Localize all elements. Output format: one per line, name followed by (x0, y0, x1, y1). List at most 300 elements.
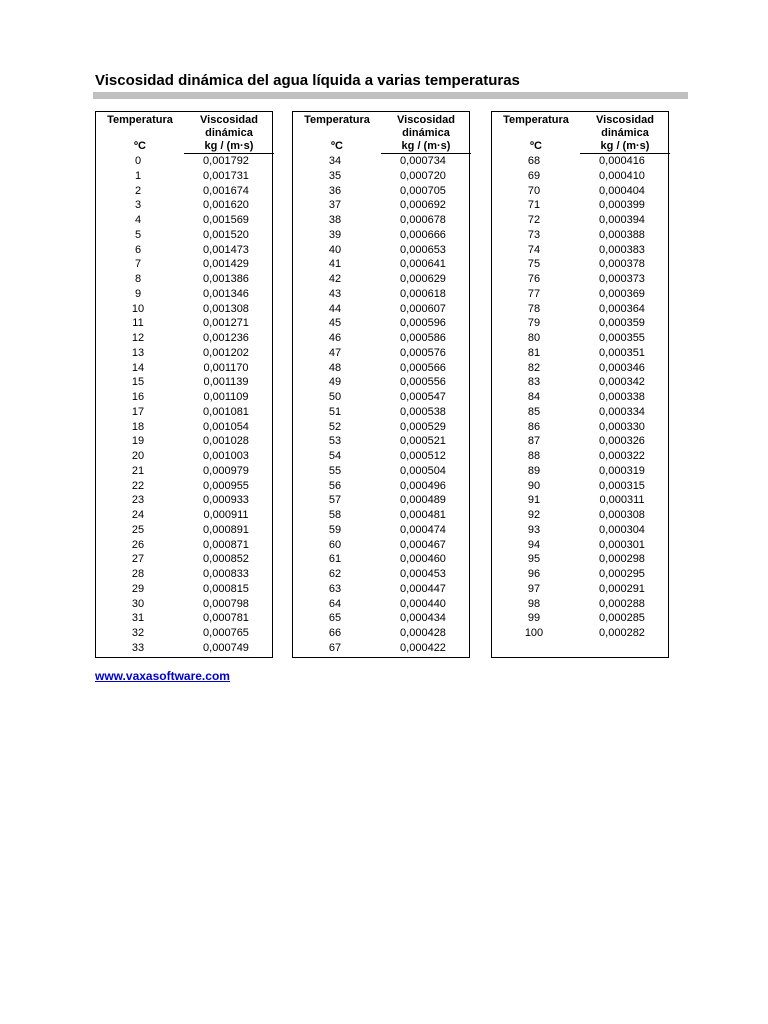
temperature-unit: ºC (530, 140, 542, 152)
table-row (96, 464, 272, 479)
temperature-cell: 44 (328, 302, 342, 315)
table-row (96, 641, 272, 656)
viscosity-cell: 0,001139 (203, 376, 249, 389)
temperature-cell: 62 (328, 568, 342, 580)
temperature-cell: 39 (328, 228, 342, 241)
table-row (492, 523, 668, 538)
temperature-cell: 78 (527, 302, 541, 315)
temperature-cell: 52 (328, 420, 342, 433)
table-row (492, 493, 668, 508)
temperature-cell: 97 (527, 582, 541, 595)
table-row (293, 508, 469, 523)
viscosity-cell: 0,000416 (599, 155, 645, 167)
viscosity-cell: 0,001271 (203, 317, 249, 330)
viscosity-cell: 0,001109 (203, 391, 249, 403)
viscosity-cell: 0,001386 (203, 273, 249, 285)
table-row (96, 567, 272, 582)
temperature-cell: 98 (527, 597, 541, 610)
viscosity-cell: 0,000453 (400, 568, 446, 580)
viscosity-cell: 0,000308 (599, 509, 645, 521)
viscosity-cell: 0,001346 (203, 287, 249, 300)
temperature-header: Temperatura (304, 114, 370, 126)
viscosity-cell: 0,000410 (599, 169, 645, 182)
table-row (96, 287, 272, 302)
viscosity-cell: 0,000346 (599, 361, 645, 374)
viscosity-cell: 0,000359 (599, 317, 645, 330)
temperature-cell: 63 (328, 582, 342, 595)
title-underline-bar (93, 92, 688, 99)
viscosity-cell: 0,000720 (400, 169, 446, 182)
temperature-header: Temperatura (503, 114, 569, 126)
viscosity-cell: 0,000364 (599, 302, 645, 315)
temperature-cell: 68 (527, 155, 541, 167)
temperature-cell: 17 (131, 405, 145, 418)
temperature-cell: 84 (527, 391, 541, 403)
table-row (96, 154, 272, 169)
viscosity-cell: 0,000576 (400, 346, 446, 359)
table-row (293, 479, 469, 494)
table-row (492, 390, 668, 405)
viscosity-cell: 0,001792 (203, 155, 249, 167)
viscosity-cell: 0,000399 (599, 199, 645, 212)
viscosity-cell: 0,000641 (400, 258, 446, 271)
viscosity-cell: 0,000304 (599, 523, 645, 536)
table-header (293, 112, 469, 154)
viscosity-cell: 0,000404 (599, 184, 645, 197)
table-row (96, 346, 272, 361)
table-row (96, 434, 272, 449)
viscosity-cell: 0,001473 (203, 243, 249, 256)
table-row (96, 228, 272, 243)
table-row (293, 272, 469, 287)
table-row (96, 405, 272, 420)
temperature-cell: 11 (132, 317, 144, 330)
temperature-cell: 47 (328, 346, 342, 359)
table-row (492, 184, 668, 199)
table-row (293, 228, 469, 243)
table-row (96, 508, 272, 523)
table-row (492, 154, 668, 169)
temperature-cell: 58 (328, 509, 342, 521)
viscosity-cell: 0,000586 (400, 332, 446, 344)
temperature-cell: 24 (131, 509, 145, 521)
table-row (492, 508, 668, 523)
temperature-cell: 42 (328, 273, 342, 285)
table-row (96, 449, 272, 464)
temperature-cell: 69 (527, 169, 541, 182)
temperature-cell: 33 (131, 641, 145, 654)
viscosity-cell: 0,000852 (203, 553, 249, 566)
table-row (492, 375, 668, 390)
viscosity-cell: 0,001569 (203, 214, 249, 226)
temperature-cell: 96 (527, 568, 541, 580)
viscosity-header-line2: dinámica (402, 127, 450, 139)
temperature-cell: 86 (527, 420, 541, 433)
table-row (492, 449, 668, 464)
temperature-cell: 92 (527, 509, 541, 521)
table-row (293, 302, 469, 317)
temperature-cell: 77 (527, 287, 541, 300)
table-row (96, 420, 272, 435)
table-row (293, 611, 469, 626)
viscosity-cell: 0,000301 (599, 538, 645, 551)
viscosity-unit: kg / (m·s) (580, 140, 670, 154)
temperature-cell: 87 (527, 435, 541, 448)
table-row (96, 331, 272, 346)
viscosity-cell: 0,001003 (203, 450, 249, 462)
table-row (293, 449, 469, 464)
temperature-cell: 64 (328, 597, 342, 610)
temperature-unit: ºC (331, 140, 343, 152)
table-row (492, 169, 668, 184)
table-row (293, 169, 469, 184)
temperature-cell: 51 (328, 405, 342, 418)
temperature-cell: 76 (527, 273, 541, 285)
viscosity-cell: 0,000342 (599, 376, 645, 389)
viscosity-cell: 0,000428 (400, 627, 446, 639)
viscosity-cell: 0,000678 (400, 214, 446, 226)
temperature-unit: ºC (134, 140, 146, 152)
table-row (293, 316, 469, 331)
viscosity-cell: 0,000489 (400, 494, 446, 507)
temperature-cell: 94 (527, 538, 541, 551)
viscosity-cell: 0,000798 (203, 597, 249, 610)
viscosity-unit: kg / (m·s) (184, 140, 274, 154)
viscosity-table-1 (95, 111, 273, 658)
temperature-cell: 4 (134, 214, 142, 226)
temperature-cell: 13 (131, 346, 145, 359)
viscosity-cell: 0,001081 (203, 405, 249, 418)
viscosity-cell: 0,000422 (400, 641, 446, 654)
viscosity-cell: 0,000629 (400, 273, 446, 285)
viscosity-cell: 0,000383 (599, 243, 645, 256)
temperature-cell: 73 (527, 228, 541, 241)
temperature-cell: 90 (527, 479, 541, 492)
temperature-cell: 61 (328, 553, 342, 566)
table-row (492, 243, 668, 258)
temperature-cell: 57 (328, 494, 342, 507)
viscosity-cell: 0,000871 (203, 538, 249, 551)
table-row (293, 538, 469, 553)
viscosity-cell: 0,000765 (203, 627, 249, 639)
viscosity-cell: 0,000447 (400, 582, 446, 595)
table-row (492, 272, 668, 287)
viscosity-cell: 0,000891 (203, 523, 249, 536)
viscosity-cell: 0,000749 (203, 641, 249, 654)
viscosity-cell: 0,000295 (599, 568, 645, 580)
table-header (492, 112, 668, 154)
temperature-cell: 25 (131, 523, 145, 536)
viscosity-cell: 0,000556 (400, 376, 446, 389)
temperature-cell: 20 (131, 450, 145, 462)
table-row (293, 213, 469, 228)
viscosity-cell: 0,001028 (203, 435, 249, 448)
temperature-cell: 66 (328, 627, 342, 639)
temperature-cell: 95 (527, 553, 541, 566)
table-header (96, 112, 272, 154)
viscosity-cell: 0,000496 (400, 479, 446, 492)
viscosity-cell: 0,001520 (203, 228, 249, 241)
table-row (293, 567, 469, 582)
viscosity-cell: 0,000378 (599, 258, 645, 271)
temperature-cell: 7 (134, 258, 142, 271)
viscosity-cell: 0,001731 (203, 169, 249, 182)
table-row (492, 582, 668, 597)
table-row (293, 287, 469, 302)
viscosity-cell: 0,000955 (203, 479, 249, 492)
table-row (492, 434, 668, 449)
viscosity-cell: 0,000351 (599, 346, 645, 359)
temperature-cell: 26 (131, 538, 145, 551)
temperature-cell: 22 (131, 479, 145, 492)
table-row (293, 257, 469, 272)
temperature-cell: 28 (131, 568, 145, 580)
viscosity-cell: 0,001170 (203, 361, 249, 374)
table-row (293, 331, 469, 346)
temperature-cell: 75 (527, 258, 541, 271)
temperature-cell: 18 (131, 420, 145, 433)
table-row (492, 405, 668, 420)
table-row (492, 626, 668, 641)
viscosity-cell: 0,000538 (400, 405, 446, 418)
table-row (492, 567, 668, 582)
temperature-cell: 8 (134, 273, 142, 285)
temperature-cell: 36 (328, 184, 342, 197)
table-row (293, 626, 469, 641)
temperature-cell: 79 (527, 317, 541, 330)
table-row (492, 552, 668, 567)
table-row (293, 434, 469, 449)
temperature-cell: 34 (328, 155, 342, 167)
viscosity-cell: 0,000705 (400, 184, 446, 197)
table-row (96, 538, 272, 553)
table-row (293, 405, 469, 420)
table-row (293, 420, 469, 435)
table-row (492, 198, 668, 213)
table-row (492, 331, 668, 346)
viscosity-cell: 0,000979 (203, 464, 249, 477)
viscosity-cell: 0,000460 (400, 553, 446, 566)
temperature-cell: 99 (527, 612, 541, 625)
viscosity-cell: 0,000474 (400, 523, 446, 536)
table-row (492, 213, 668, 228)
viscosity-cell: 0,000298 (599, 553, 645, 566)
temperature-cell: 43 (328, 287, 342, 300)
viscosity-cell: 0,000388 (599, 228, 645, 241)
table-row (293, 552, 469, 567)
table-row (492, 228, 668, 243)
viscosity-cell: 0,001054 (203, 420, 249, 433)
viscosity-header: Viscosidad (397, 114, 455, 126)
table-row (96, 552, 272, 567)
table-row (96, 198, 272, 213)
vaxasoftware-link[interactable]: www.vaxasoftware.com (95, 669, 230, 683)
table-row (492, 611, 668, 626)
table-row (96, 582, 272, 597)
table-row (293, 361, 469, 376)
temperature-cell: 48 (328, 361, 342, 374)
table-body (293, 154, 469, 656)
viscosity-cell: 0,000338 (599, 391, 645, 403)
table-row (293, 597, 469, 612)
temperature-cell: 83 (527, 376, 541, 389)
temperature-cell: 89 (527, 464, 541, 477)
table-row (96, 302, 272, 317)
temperature-cell: 56 (328, 479, 342, 492)
temperature-cell: 70 (527, 184, 541, 197)
viscosity-cell: 0,001620 (203, 199, 249, 212)
temperature-cell: 12 (131, 332, 145, 344)
temperature-header: Temperatura (107, 114, 173, 126)
page-title: Viscosidad dinámica del agua líquida a varias temperaturas (95, 72, 520, 89)
temperature-cell: 82 (527, 361, 541, 374)
table-row (293, 243, 469, 258)
viscosity-unit: kg / (m·s) (381, 140, 471, 154)
viscosity-cell: 0,000334 (599, 405, 645, 418)
table-row (96, 597, 272, 612)
temperature-cell: 29 (131, 582, 145, 595)
viscosity-cell: 0,000434 (400, 612, 446, 625)
table-row (96, 493, 272, 508)
viscosity-cell: 0,000547 (400, 391, 446, 403)
table-row (293, 641, 469, 656)
viscosity-cell: 0,000734 (400, 155, 446, 167)
table-row (96, 523, 272, 538)
viscosity-cell: 0,001308 (203, 302, 249, 315)
viscosity-cell: 0,000319 (599, 464, 645, 477)
table-row (492, 257, 668, 272)
table-row (96, 626, 272, 641)
temperature-cell: 1 (134, 169, 142, 182)
table-row (96, 184, 272, 199)
viscosity-cell: 0,000512 (400, 450, 446, 462)
temperature-cell: 31 (131, 612, 145, 625)
temperature-cell: 2 (134, 184, 142, 197)
table-row (492, 346, 668, 361)
viscosity-cell: 0,000911 (203, 509, 249, 521)
viscosity-cell: 0,000282 (599, 627, 645, 639)
temperature-cell: 3 (134, 199, 142, 212)
viscosity-cell: 0,001236 (203, 332, 249, 344)
viscosity-cell: 0,000440 (400, 597, 446, 610)
temperature-cell: 71 (527, 199, 541, 212)
temperature-cell: 16 (131, 391, 145, 403)
table-row (492, 479, 668, 494)
viscosity-cell: 0,000373 (599, 273, 645, 285)
table-row (293, 375, 469, 390)
viscosity-cell: 0,000330 (599, 420, 645, 433)
table-body (96, 154, 272, 656)
table-row (293, 493, 469, 508)
temperature-cell: 80 (527, 332, 541, 344)
temperature-cell: 5 (134, 228, 142, 241)
viscosity-cell: 0,000566 (400, 361, 446, 374)
viscosity-cell: 0,000833 (203, 568, 249, 580)
temperature-cell: 19 (131, 435, 145, 448)
table-row (96, 243, 272, 258)
temperature-cell: 60 (328, 538, 342, 551)
viscosity-header: Viscosidad (596, 114, 654, 126)
temperature-cell: 50 (328, 391, 342, 403)
temperature-cell: 30 (131, 597, 145, 610)
viscosity-cell: 0,000311 (599, 494, 645, 507)
viscosity-table-3 (491, 111, 669, 658)
temperature-cell: 67 (328, 641, 342, 654)
table-row (492, 538, 668, 553)
temperature-cell: 46 (328, 332, 342, 344)
table-row (293, 582, 469, 597)
table-row (96, 213, 272, 228)
temperature-cell: 100 (524, 627, 544, 639)
temperature-cell: 85 (527, 405, 541, 418)
viscosity-cell: 0,000467 (400, 538, 446, 551)
table-row (293, 523, 469, 538)
viscosity-cell: 0,000666 (400, 228, 446, 241)
table-row (492, 597, 668, 612)
table-row (96, 316, 272, 331)
temperature-cell: 65 (328, 612, 342, 625)
viscosity-header-line2: dinámica (205, 127, 253, 139)
temperature-cell: 49 (328, 376, 342, 389)
table-row (492, 287, 668, 302)
table-body (492, 154, 668, 641)
viscosity-cell: 0,001202 (203, 346, 249, 359)
temperature-cell: 81 (527, 346, 541, 359)
temperature-cell: 88 (527, 450, 541, 462)
temperature-cell: 6 (134, 243, 142, 256)
viscosity-header-line2: dinámica (601, 127, 649, 139)
viscosity-cell: 0,000291 (599, 582, 645, 595)
temperature-cell: 91 (527, 494, 541, 507)
temperature-cell: 0 (134, 155, 142, 167)
viscosity-cell: 0,000481 (400, 509, 446, 521)
viscosity-header: Viscosidad (200, 114, 258, 126)
temperature-cell: 32 (131, 627, 145, 639)
temperature-cell: 35 (328, 169, 342, 182)
temperature-cell: 55 (328, 464, 342, 477)
table-row (293, 464, 469, 479)
viscosity-cell: 0,000355 (599, 332, 645, 344)
temperature-cell: 59 (328, 523, 342, 536)
viscosity-cell: 0,000781 (203, 612, 249, 625)
temperature-cell: 21 (131, 464, 145, 477)
viscosity-cell: 0,000504 (400, 464, 446, 477)
viscosity-cell: 0,000326 (599, 435, 645, 448)
viscosity-cell: 0,000288 (599, 597, 645, 610)
table-row (492, 361, 668, 376)
viscosity-cell: 0,000596 (400, 317, 446, 330)
temperature-cell: 41 (328, 258, 342, 271)
viscosity-cell: 0,000653 (400, 243, 446, 256)
viscosity-cell: 0,000933 (203, 494, 249, 507)
table-row (293, 346, 469, 361)
table-row (492, 420, 668, 435)
viscosity-cell: 0,000607 (400, 302, 446, 315)
table-row (492, 316, 668, 331)
temperature-cell: 9 (134, 287, 142, 300)
temperature-cell: 10 (131, 302, 145, 315)
viscosity-table-2 (292, 111, 470, 658)
viscosity-cell: 0,000529 (400, 420, 446, 433)
temperature-cell: 45 (328, 317, 342, 330)
temperature-cell: 15 (131, 376, 145, 389)
temperature-cell: 53 (328, 435, 342, 448)
table-row (96, 169, 272, 184)
viscosity-cell: 0,001429 (203, 258, 249, 271)
table-row (293, 154, 469, 169)
table-row (96, 611, 272, 626)
temperature-cell: 74 (527, 243, 541, 256)
